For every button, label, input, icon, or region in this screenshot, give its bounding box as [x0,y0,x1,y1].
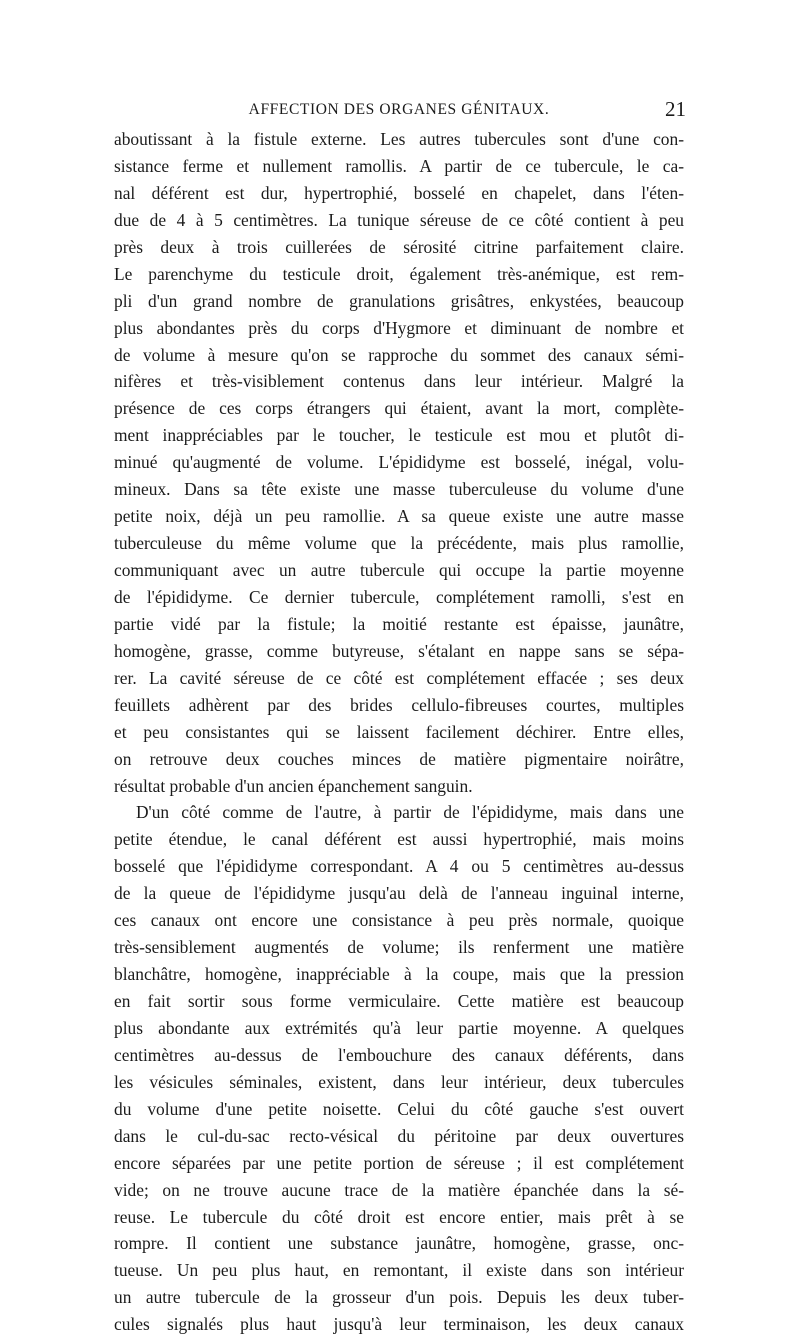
text-line: due de 4 à 5 centimètres. La tunique séreuse de ce côté contient à peu [114,209,684,230]
text-line: présence de ces corps étrangers qui étaient, avant la mort, complète- [114,398,684,419]
text-line: en fait sortir sous forme vermiculaire. Cette matière est beaucoup [114,991,684,1011]
text-line: plus abondante aux extrémités qu'à leur partie moyenne. A quelques [114,1017,684,1038]
text-line: blanchâtre, homogène, inappréciable à la coupe, mais que la pression [114,964,684,985]
text-line: centimètres au-dessus de l'embouchure des canaux déférents, dans [114,1044,684,1065]
text-line: de la queue de l'épididyme jusqu'au delà de l'anneau inguinal interne, [114,883,684,904]
text-line: vide; on ne trouve aucune trace de la matière épanchée dans la sé- [114,1179,684,1200]
text-line: tueuse. Un peu plus haut, en remontant, il existe dans son intérieur [114,1260,684,1281]
paragraph-2 [114,799,684,1338]
text-line: D'un côté comme de l'autre, à partir de l'épididyme, mais dans une [136,802,684,823]
text-line: homogène, grasse, comme butyreuse, s'étalant en nappe sans se sépa- [114,640,684,661]
text-line: tuberculeuse du même volume que la précédente, mais plus ramollie, [114,533,684,554]
text-line: pli d'un grand nombre de granulations grisâtres, enkystées, beaucoup [114,290,684,311]
text-line: dans le cul-du-sac recto-vésical du péritoine par deux ouvertures [114,1125,684,1146]
text-line: un autre tubercule de la grosseur d'un pois. Depuis les deux tuber- [114,1287,684,1308]
text-line: mineux. Dans sa tête existe une masse tuberculeuse du volume d'une [114,479,684,500]
running-title: AFFECTION DES ORGANES GÉNITAUX. [248,101,550,118]
text-line: reuse. Le tubercule du côté droit est encore entier, mais prêt à se [114,1206,684,1227]
text-line: ces canaux ont encore une consistance à peu près normale, quoique [114,910,684,931]
text-line: résultat probable d'un ancien épanchement sanguin. [114,775,473,796]
text-line: de l'épididyme. Ce dernier tubercule, complétement ramolli, s'est en [114,586,684,607]
text-line: les vésicules séminales, existent, dans leur intérieur, deux tubercules [114,1071,684,1092]
text-line: petite étendue, le canal déférent est aussi hypertrophié, mais moins [114,829,684,850]
text-line: minué qu'augmenté de volume. L'épididyme est bosselé, inégal, volu- [114,452,684,473]
running-head [114,98,684,122]
text-line: cules signalés plus haut jusqu'à leur terminaison, les deux canaux [114,1314,684,1335]
text-line: encore séparées par une petite portion de séreuse ; il est complétement [114,1152,684,1173]
text-line: bosselé que l'épididyme correspondant. A 4 ou 5 centimètres au-dessus [114,856,684,877]
text-line: feuillets adhèrent par des brides cellulo-fibreuses courtes, multiples [114,694,684,715]
text-line: rompre. Il contient une substance jaunâtre, homogène, grasse, onc- [114,1233,684,1254]
text-line: partie vidé par la fistule; la moitié restante est épaisse, jaunâtre, [114,613,684,634]
text-line: on retrouve deux couches minces de matière pigmentaire noirâtre, [114,748,684,769]
text-line: et peu consistantes qui se laissent facilement déchirer. Entre elles, [114,721,684,742]
text-line: très-sensiblement augmentés de volume; ils renferment une matière [114,937,684,958]
text-line: près deux à trois cuillerées de sérosité citrine parfaitement claire. [114,236,684,257]
text-line: rer. La cavité séreuse de ce côté est complétement effacée ; ses deux [114,667,684,688]
text-line: de volume à mesure qu'on se rapproche du sommet des canaux sémi- [114,344,684,365]
text-line: nifères et très-visiblement contenus dans leur intérieur. Malgré la [114,371,684,392]
text-line: Le parenchyme du testicule droit, également très-anémique, est rem- [114,263,684,284]
text-line: sistance ferme et nullement ramollis. A partir de ce tubercule, le ca- [114,155,684,176]
paragraph-1 [114,126,684,799]
text-line: ment inappréciables par le toucher, le testicule est mou et plutôt di- [114,425,684,446]
text-line: du volume d'une petite noisette. Celui du côté gauche s'est ouvert [114,1098,684,1119]
text-line: petite noix, déjà un peu ramollie. A sa queue existe une autre masse [114,506,684,527]
text-line: plus abondantes près du corps d'Hygmore et diminuant de nombre et [114,317,684,338]
text-line: aboutissant à la fistule externe. Les autres tubercules sont d'une con- [114,129,684,149]
text-line: communiquant avec un autre tubercule qui occupe la partie moyenne [114,560,684,580]
text-line: nal déférent est dur, hypertrophié, bosselé en chapelet, dans l'éten- [114,182,684,203]
body-text [114,126,684,1338]
page-number: 21 [665,97,686,121]
